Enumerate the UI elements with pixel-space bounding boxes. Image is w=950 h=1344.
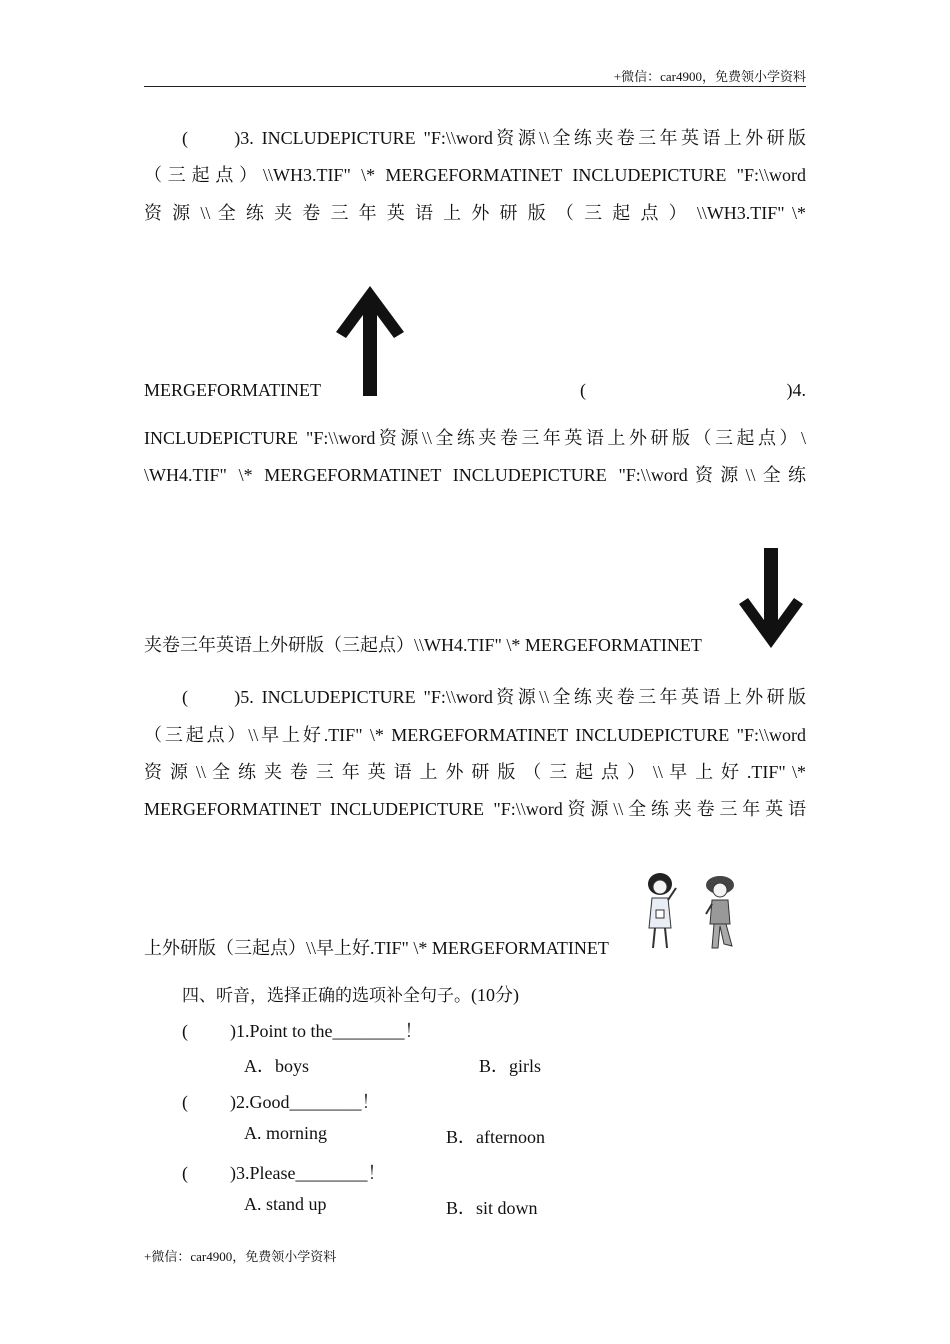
q4-line-1: INCLUDEPICTURE "F:\\word资源\\全练夹卷三年英语上外研版（三起点）\ [144,428,806,448]
page-header [144,64,806,87]
page-footer: +微信：car4900，免费领小学资料 [144,1249,337,1264]
q4-line-3: 夹卷三年英语上外研版（三起点）\\WH4.TIF" \* MERGEFORMATINET [144,635,702,655]
section-4-heading [182,981,782,1007]
section-4-score: (10分) [471,985,519,1005]
answer-blank-1[interactable]: ( [182,1021,188,1041]
answer-blank-3[interactable]: ( [182,1163,188,1183]
q4-line-2: \WH4.TIF" \* MERGEFORMATINET INCLUDEPICTURE "F:\\word资源\\全练 [144,465,806,485]
q5-line-4: MERGEFORMATINET INCLUDEPICTURE "F:\\word资源\\全练夹卷三年英语 [144,799,806,819]
listen-question-2 [182,1088,582,1114]
q1-option-a: A．boys [244,1056,310,1076]
down-arrow-icon [738,546,804,650]
answer-blank-2[interactable]: ( [182,1092,188,1112]
q3-line-4-text: MERGEFORMATINET [144,380,322,400]
q4-number: )4. [786,380,806,400]
listen-question-1 [182,1017,582,1043]
q3-line-4 [144,380,806,401]
q2-option-b: B．afternoon [446,1127,545,1147]
question-1-stem: )1.Point to the________！ [230,1021,423,1041]
question-2-stem: )2.Good________！ [230,1092,380,1112]
q5-line-3: 资 源 \\ 全 练 夹 卷 三 年 英 语 上 外 研 版 （ 三 起 点 ） \\ 早 上 好 .TIF" \* [144,762,806,782]
q1-option-b: B．girls [479,1056,542,1076]
q5-line-1: ( )5. INCLUDEPICTURE "F:\\word资源\\全练夹卷三年英语上外研版 [182,687,806,707]
q3-line-1: ( )3. INCLUDEPICTURE "F:\\word资源\\全练夹卷三年英语上外研版 [182,128,806,148]
q5-line-2: （三起点）\\早上好.TIF" \* MERGEFORMATINET INCLUDEPICTURE "F:\\word [144,725,806,745]
q4-open-paren: ( [580,380,586,400]
section-4-title: 四、听音，选择正确的选项补全句子。 [182,986,471,1006]
listen-question-3 [182,1159,582,1185]
q5-line-5: 上外研版（三起点）\\早上好.TIF" \* MERGEFORMATINET [144,938,609,958]
q2-option-a: A. morning [244,1123,327,1143]
q3-line-2: （三起点）\\WH3.TIF" \* MERGEFORMATINET INCLUDEPICTURE "F:\\word [144,165,806,185]
question-3-stem: )3.Please________！ [230,1163,386,1183]
q3-line-3: 资 源 \\ 全 练 夹 卷 三 年 英 语 上 外 研 版 （ 三 起 点 ） \\WH3.TIF" \* [144,203,806,223]
q3-option-b: B．sit down [446,1198,538,1218]
header-text: +微信：car4900，免费领小学资料 [613,69,806,84]
q3-option-a: A. stand up [244,1194,327,1214]
